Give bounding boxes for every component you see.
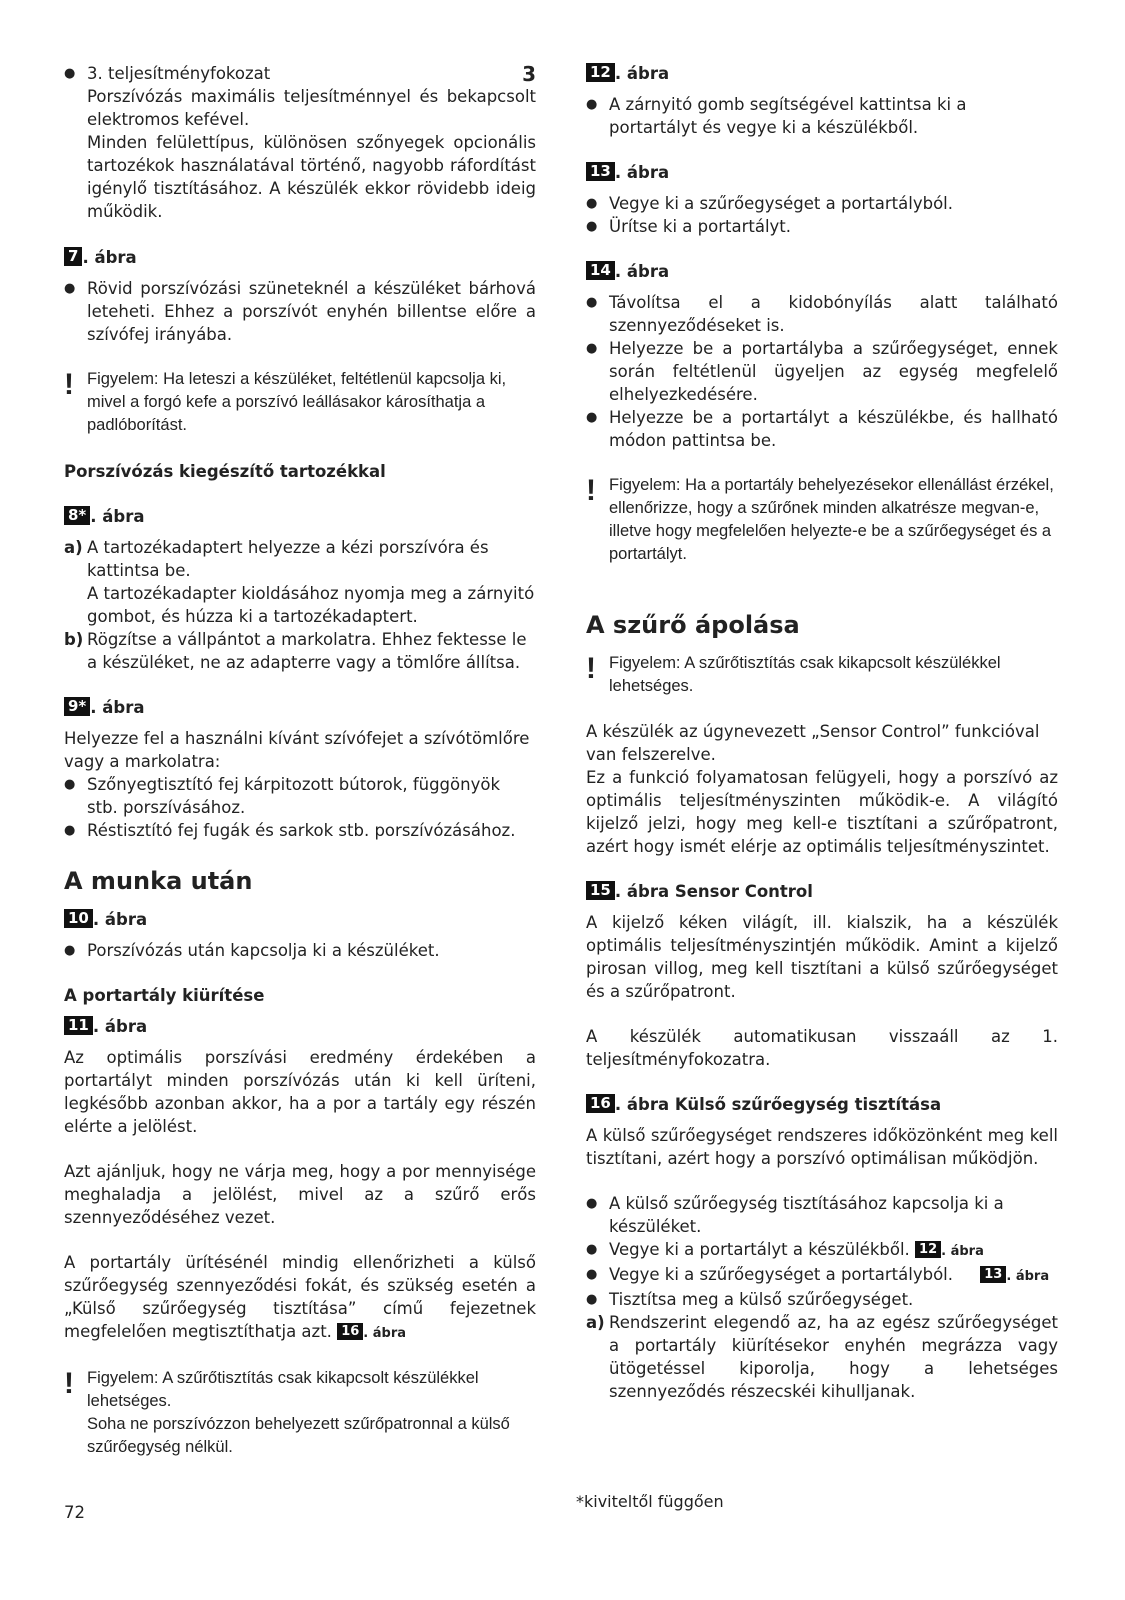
figure-label: . ábra Külső szűrőegység tisztítása (614, 1095, 942, 1114)
figure-16-heading (586, 1093, 1058, 1116)
warning-icon: ! (586, 474, 596, 507)
list-item: ● Szőnyegtisztító fej kárpitozott bútorok, függönyök stb. porszívásához. (64, 773, 536, 819)
figure-badge: 9* (64, 697, 90, 716)
list-item (586, 1311, 1058, 1403)
speed-list (64, 62, 536, 223)
sensor-paragraph-1: A készülék az úgynevezett „Sensor Control” funkcióval van felszerelve. (586, 722, 1040, 764)
speed-desc-1: Porszívózás maximális teljesítménnyel és bekapcsolt elektromos kefével. (87, 87, 536, 129)
figure-badge: 7 (64, 247, 82, 266)
item-text: Rögzítse a vállpántot a markolatra. Ehhez fektesse le a készüléket, ne az adapterre vagy a tömlőre állítsa. (87, 630, 527, 672)
figure-7-heading (64, 246, 536, 269)
list-item (64, 536, 536, 628)
item-text: A tartozékadaptert helyezze a kézi porszívóra és kattintsa be. (87, 538, 489, 580)
figure-label: . ábra (614, 163, 670, 182)
sensor-paragraph-2: Ez a funkció folyamatosan felügyeli, hogy a porszívó az optimális teljesítményszinten működik-e. A világító kijelző jelzi, hogy meg kell-e tisztítani a szűrőpatront, azért hogy ismét elérje az optimális teljesítményszintet. (586, 768, 1058, 856)
accessories-heading: Porszívózás kiegészítő tartozékkal (64, 462, 386, 481)
list-item (64, 628, 536, 674)
warning-text: Figyelem: Ha leteszi a készüléket, feltétlenül kapcsolja ki, mivel a forgó kefe a porszívó leállásakor károsíthatja a padlóborítást. (87, 370, 507, 434)
fig8-list (64, 536, 536, 674)
fig16-alpha-list (586, 1311, 1058, 1403)
list-item: ● Tisztítsa meg a külső szűrőegységet. (586, 1288, 1058, 1311)
fig11-paragraph-1: Az optimális porszívási eredmény érdekében a portartályt minden porszívózás után ki kell üríteni, legkésőbb azonban akkor, ha a por a tartály egy részén elérte a jelölést. (64, 1048, 536, 1136)
figure-badge: 11 (64, 1016, 93, 1035)
after-work-heading: A munka után (64, 867, 253, 895)
figure-badge: 8* (64, 506, 90, 525)
warning-icon: ! (64, 1367, 74, 1400)
item-label: a) (586, 1313, 605, 1332)
figure-badge: 15 (586, 881, 615, 900)
speed-item-title: 3. teljesítményfokozat (87, 64, 271, 83)
item-text: Vegye ki a szűrőegységet a portartályból. (609, 1265, 954, 1284)
speed-desc-2: Minden felülettípus, különösen szőnyegek opcionális tartozékok használatával történő, nagyobb ráfordítást igénylő tisztításához. A készülék ekkor rövidebb ideig működik. (87, 133, 536, 221)
list-item: ● Távolítsa el a kidobónyílás alatt található szennyeződéseket is. (586, 291, 1058, 337)
figure-badge: 13 (586, 162, 615, 181)
fig9-paragraph: Helyezze fel a használni kívánt szívófejet a szívótömlőre vagy a markolatra: (64, 729, 530, 771)
figure-13-heading (586, 161, 1058, 184)
speed-level-number: 3 (522, 62, 536, 86)
fig9-list (64, 773, 536, 842)
list-item: ● Helyezze be a portartályba a szűrőegységet, ennek során feltétlenül ügyeljen az egység megfelelő elhelyezkedésére. (586, 337, 1058, 406)
figure-badge: 14 (586, 261, 615, 280)
figure-badge: 10 (64, 909, 93, 928)
right-column (586, 62, 1058, 1403)
fig16-paragraph: A külső szűrőegységet rendszeres időközönként meg kell tisztítani, azért hogy a porszívó optimálisan működjön. (586, 1126, 1058, 1168)
item-text: Vegye ki a portartályt a készülékből. (609, 1240, 910, 1259)
list-item: ● Vegye ki a szűrőegységet a portartályból. (586, 192, 1058, 215)
item-text: Rendszerint elegendő az, ha az egész szűrőegységet a portartály kiürítésekor enyhén megrázza vagy ütögetéssel kiporolja, hogy a lehetséges szennyeződés részecskéi kihulljanak. (609, 1313, 1058, 1401)
fig15-paragraph-1: A kijelző kéken világít, ill. kialszik, ha a készülék optimális teljesítményszintjén működik. Amint a kijelző pirosan villog, meg kell tisztítani a külső szűrőegységet és a szűrőpatront. (586, 913, 1058, 1001)
figure-label: . ábra (941, 1244, 984, 1259)
warning-3 (586, 474, 1058, 566)
warning-text: Soha ne porszívózzon behelyezett szűrőpatronnal a külső szűrőegység nélkül. (87, 1415, 510, 1456)
item-label: b) (64, 630, 84, 649)
figure-label: . ábra (1006, 1269, 1050, 1284)
list-item: ● A külső szűrőegység tisztításához kapcsolja ki a készüléket. (586, 1192, 1058, 1238)
figure-label: . ábra Sensor Control (614, 882, 813, 901)
figure-badge: 13 (980, 1266, 1006, 1283)
fig13-list (586, 192, 1058, 238)
left-column (64, 62, 536, 1459)
warning-icon: ! (586, 652, 596, 685)
warning-text: Figyelem: Ha a portartály behelyezésekor ellenállást érzékel, ellenőrizze, hogy a szűrőnek minden alkatrésze megvan-e, illetve hogy megfelelően helyezte-e be a szűrőegységet és a portartályt. (609, 476, 1054, 563)
figure-label: . ábra (363, 1326, 407, 1341)
fig12-list (586, 93, 1058, 139)
figure-label: . ábra (614, 64, 670, 83)
item-text: A tartozékadapter kioldásához nyomja meg a zárnyitó gombot, és húzza ki a tartozékadaptert. (87, 584, 535, 626)
empty-container-heading: A portartály kiürítése (64, 986, 265, 1005)
fig10-list (64, 939, 536, 962)
list-item: ● Porszívózás után kapcsolja ki a készüléket. (64, 939, 536, 962)
figure-label: . ábra (90, 698, 145, 717)
fig16-list (586, 1192, 1058, 1311)
list-item (586, 1238, 1058, 1263)
warning-1 (64, 368, 536, 437)
list-item: ● A zárnyitó gomb segítségével kattintsa ki a portartályt és vegye ki a készülékből. (586, 93, 1058, 139)
figure-11-heading (64, 1015, 536, 1038)
list-item: ● Helyezze be a portartályt a készülékbe, és hallható módon pattintsa be. (586, 406, 1058, 452)
figure-10-heading (64, 908, 536, 931)
figure-12-heading (586, 62, 1058, 85)
fig11-paragraph-3 (64, 1251, 536, 1345)
paragraph-text: A portartály ürítésénél mindig ellenőrizheti a külső szűrőegység szennyeződési fokát, és szükség esetén a „Külső szűrőegység tisztítása” című fejezetnek megfelelően megtisztíthatja azt. (64, 1253, 536, 1341)
figure-label: . ábra (92, 910, 148, 929)
page-number: 72 (64, 1503, 85, 1522)
figure-badge: 12 (586, 63, 615, 82)
warning-icon: ! (64, 368, 74, 401)
list-item: ● Rövid porszívózási szüneteknél a készüléket bárhová leteheti. Ehhez a porszívót enyhén billentse előre a szívófej irányába. (64, 277, 536, 346)
figure-label: . ábra (90, 507, 145, 526)
item-label: a) (64, 538, 83, 557)
figure-badge: 16 (586, 1094, 615, 1113)
footnote: *kiviteltől függően (576, 1492, 724, 1511)
fig11-paragraph-2: Azt ajánljuk, hogy ne várja meg, hogy a por mennyisége meghaladja a jelölést, mivel az a szűrő erős szennyeződéséhez vezet. (64, 1162, 536, 1227)
fig15-paragraph-2: A készülék automatikusan visszaáll az 1. teljesítményfokozatra. (586, 1027, 1058, 1069)
figure-label: . ábra (614, 262, 670, 281)
warning-2 (64, 1367, 536, 1459)
figure-badge: 12 (915, 1241, 941, 1258)
warning-4 (586, 652, 1058, 698)
figure-label: . ábra (92, 1017, 148, 1036)
figure-9-heading (64, 696, 536, 719)
figure-badge: 16 (337, 1323, 363, 1340)
warning-text: Figyelem: A szűrőtisztítás csak kikapcsolt készülékkel lehetséges. (87, 1369, 479, 1410)
list-item (586, 1263, 1058, 1288)
figure-8-heading (64, 505, 536, 528)
figure-label: . ábra (82, 248, 137, 267)
figure-15-heading (586, 880, 1058, 903)
list-item: ● Réstisztító fej fugák és sarkok stb. porszívózásához. (64, 819, 536, 842)
fig7-list (64, 277, 536, 346)
warning-text: Figyelem: A szűrőtisztítás csak kikapcsolt készülékkel lehetséges. (609, 654, 1001, 695)
figure-14-heading (586, 260, 1058, 283)
filter-care-heading: A szűrő ápolása (586, 611, 800, 639)
list-item: ● Ürítse ki a portartályt. (586, 215, 1058, 238)
list-item (64, 62, 536, 223)
fig14-list (586, 291, 1058, 452)
